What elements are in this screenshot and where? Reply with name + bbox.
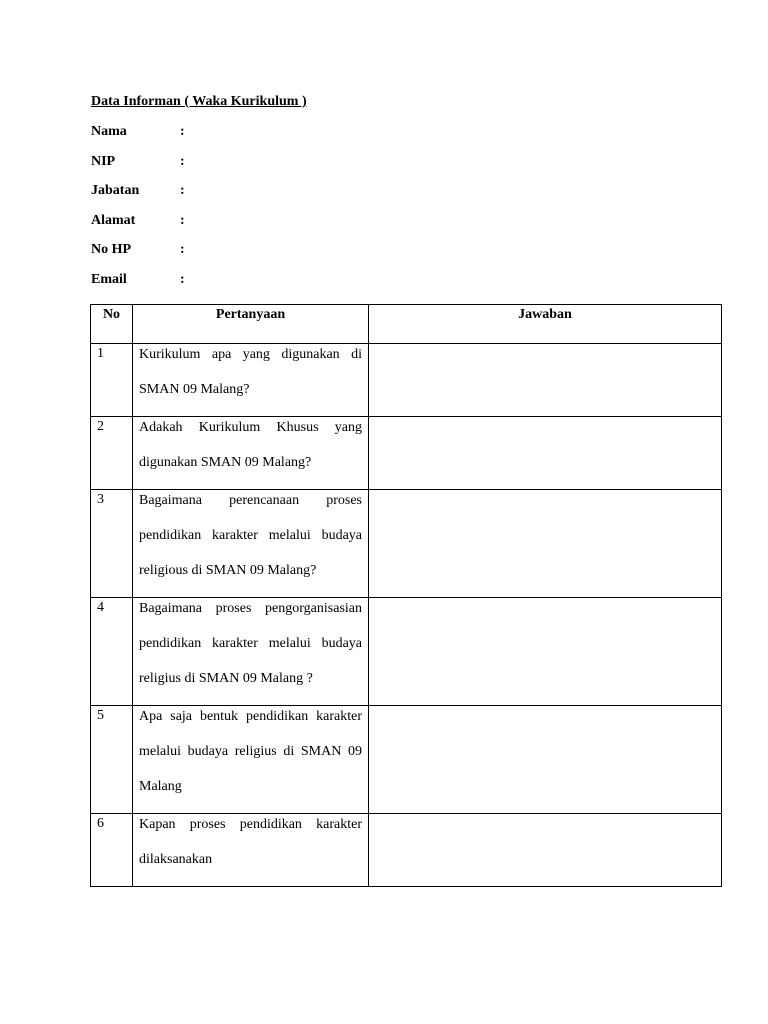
table-row — [91, 598, 722, 706]
row-question — [133, 706, 369, 814]
header-no: No — [91, 305, 133, 344]
field-label: Nama — [91, 124, 127, 139]
row-question — [133, 490, 369, 598]
table-row — [91, 490, 722, 598]
table-row — [91, 706, 722, 814]
field-label: NIP — [91, 154, 116, 169]
row-question — [133, 814, 369, 887]
field-colon: : — [180, 242, 185, 257]
question-text: Adakah Kurikulum Khusus yang digunakan SMAN 09 Malang? — [139, 420, 362, 470]
row-number: 4 — [91, 598, 133, 706]
field-colon: : — [180, 272, 185, 287]
row-question — [133, 598, 369, 706]
field-label: Jabatan — [91, 183, 140, 198]
row-number: 1 — [91, 344, 133, 417]
row-answer — [369, 344, 722, 417]
row-number: 6 — [91, 814, 133, 887]
question-text: Kurikulum apa yang digunakan di SMAN 09 Malang? — [139, 347, 362, 397]
row-answer — [369, 417, 722, 490]
row-answer — [369, 814, 722, 887]
table-row — [91, 344, 722, 417]
row-answer — [369, 598, 722, 706]
field-colon: : — [180, 154, 185, 169]
question-text: Bagaimana perencanaan proses pendidikan karakter melalui budaya religious di SMAN 09 Malang? — [139, 493, 362, 578]
row-answer — [369, 490, 722, 598]
header-answer: Jawaban — [369, 305, 722, 344]
field-label: Email — [91, 272, 127, 287]
row-number: 3 — [91, 490, 133, 598]
question-text: Bagaimana proses pengorganisasian pendidikan karakter melalui budaya religius di SMAN 09 Malang ? — [139, 601, 362, 686]
row-question — [133, 344, 369, 417]
page-title: Data Informan ( Waka Kurikulum ) — [91, 94, 307, 109]
table-row — [91, 814, 722, 887]
field-colon: : — [180, 124, 185, 139]
header-question: Pertanyaan — [133, 305, 369, 344]
row-answer — [369, 706, 722, 814]
field-label: No HP — [91, 242, 132, 257]
field-label: Alamat — [91, 213, 136, 228]
table-row — [91, 417, 722, 490]
question-text: Apa saja bentuk pendidikan karakter melalui budaya religius di SMAN 09 Malang — [139, 709, 362, 794]
question-text: Kapan proses pendidikan karakter dilaksanakan — [139, 817, 362, 867]
field-colon: : — [180, 213, 185, 228]
row-question — [133, 417, 369, 490]
row-number: 2 — [91, 417, 133, 490]
row-number: 5 — [91, 706, 133, 814]
field-colon: : — [180, 183, 185, 198]
question-table — [90, 304, 722, 887]
